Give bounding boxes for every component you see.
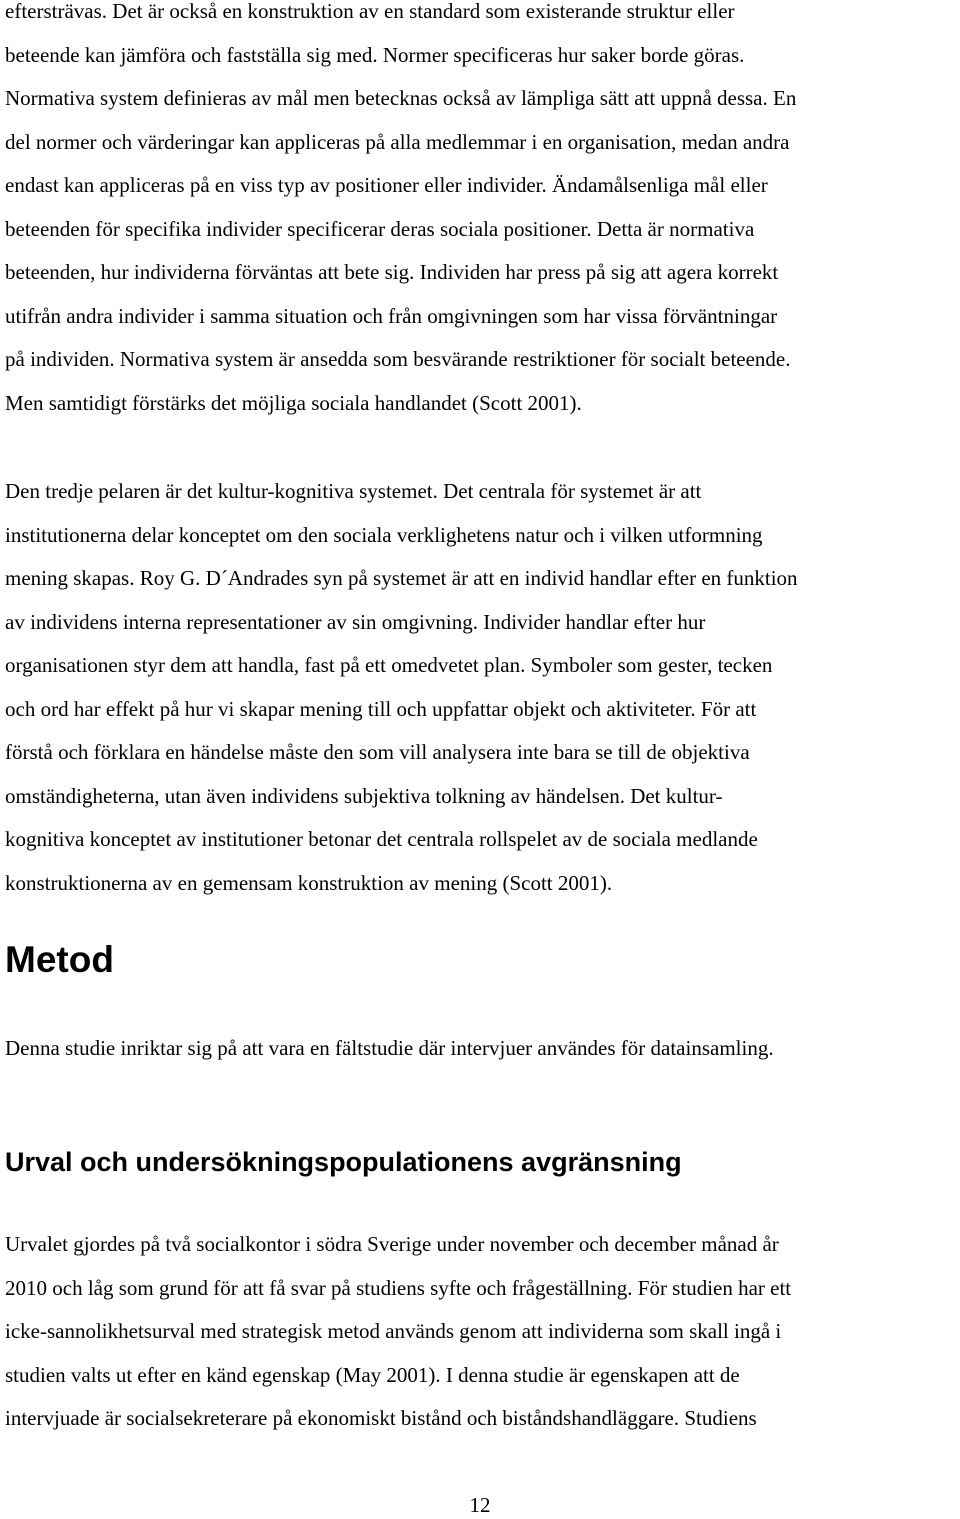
text-line: Denna studie inriktar sig på att vara en fältstudie där intervjuer användes för datainsamling. xyxy=(5,1036,774,1060)
text-line: konstruktionerna av en gemensam konstruktion av mening (Scott 2001). xyxy=(5,870,613,895)
text-line: beteenden för specifika individer specificerar deras sociala positioner. Detta är normativa xyxy=(5,216,755,241)
text-line: institutionerna delar konceptet om den sociala verklighetens natur och i vilken utformning xyxy=(5,522,763,547)
text-line: Den tredje pelaren är det kultur-kognitiva systemet. Det centrala för systemet är att xyxy=(5,479,702,503)
paragraph-cultural-cognitive xyxy=(5,470,798,905)
section-heading-metod: Metod xyxy=(5,939,114,980)
text-line: beteende kan jämföra och fastställa sig med. Normer specificeras hur saker borde göras. xyxy=(5,42,745,67)
text-line: på individen. Normativa system är ansedda som besvärande restriktioner för socialt beteende. xyxy=(5,347,791,371)
text-line: 2010 och låg som grund för att få svar på studiens syfte och frågeställning. För studien har ett xyxy=(5,1275,792,1300)
page-number: 12 xyxy=(469,1493,491,1517)
paragraph-sample xyxy=(5,1223,791,1441)
text-line: studien valts ut efter en känd egenskap (May 2001). I denna studie är egenskapen att de xyxy=(5,1362,740,1387)
text-line: kognitiva konceptet av institutioner betonar det centrala rollspelet av de sociala medlande xyxy=(5,827,758,851)
text-line: Men samtidigt förstärks det möjliga sociala handlandet (Scott 2001). xyxy=(5,390,582,415)
text-line: organisationen styr dem att handla, fast på ett omedvetet plan. Symboler som gester, tecken xyxy=(5,653,773,677)
paragraph-method xyxy=(5,1027,774,1071)
text-line: del normer och värderingar kan appliceras på alla medlemmar i en organisation, medan andra xyxy=(5,129,790,154)
text-line: endast kan appliceras på en viss typ av positioner eller individer. Ändamålsenliga mål eller xyxy=(5,173,768,197)
text-line: Normativa system definieras av mål men betecknas också av lämpliga sätt att uppnå dessa. En xyxy=(5,86,797,110)
text-line: Urvalet gjordes på två socialkontor i södra Sverige under november och december månad år xyxy=(5,1232,779,1256)
paragraph-normative-systems xyxy=(5,0,796,425)
text-line: icke-sannolikhetsurval med strategisk metod används genom att individerna som skall ingå i xyxy=(5,1319,782,1343)
text-line: omständigheterna, utan även individens subjektiva tolkning av händelsen. Det kultur- xyxy=(5,783,723,808)
text-line: beteenden, hur individerna förväntas att bete sig. Individen har press på sig att agera korrekt xyxy=(5,260,779,284)
text-line: och ord har effekt på hur vi skapar mening till och uppfattar objekt och aktiviteter. För att xyxy=(5,696,757,721)
text-line: mening skapas. Roy G. D´Andrades syn på systemet är att en individ handlar efter en funktion xyxy=(5,566,798,590)
text-line: av individens interna representationer av sin omgivning. Individer handlar efter hur xyxy=(5,609,706,634)
text-line: utifrån andra individer i samma situation och från omgivningen som har vissa förväntningar xyxy=(5,303,778,328)
text-line: förstå och förklara en händelse måste den som vill analysera inte bara se till de objektiva xyxy=(5,740,750,764)
text-line: intervjuade är socialsekreterare på ekonomiskt bistånd och biståndshandläggare. Studiens xyxy=(5,1406,757,1430)
section-heading-urval: Urval och undersökningspopulationens avgränsning xyxy=(5,1147,682,1177)
text-line: eftersträvas. Det är också en konstruktion av en standard som existerande struktur eller xyxy=(5,0,735,23)
